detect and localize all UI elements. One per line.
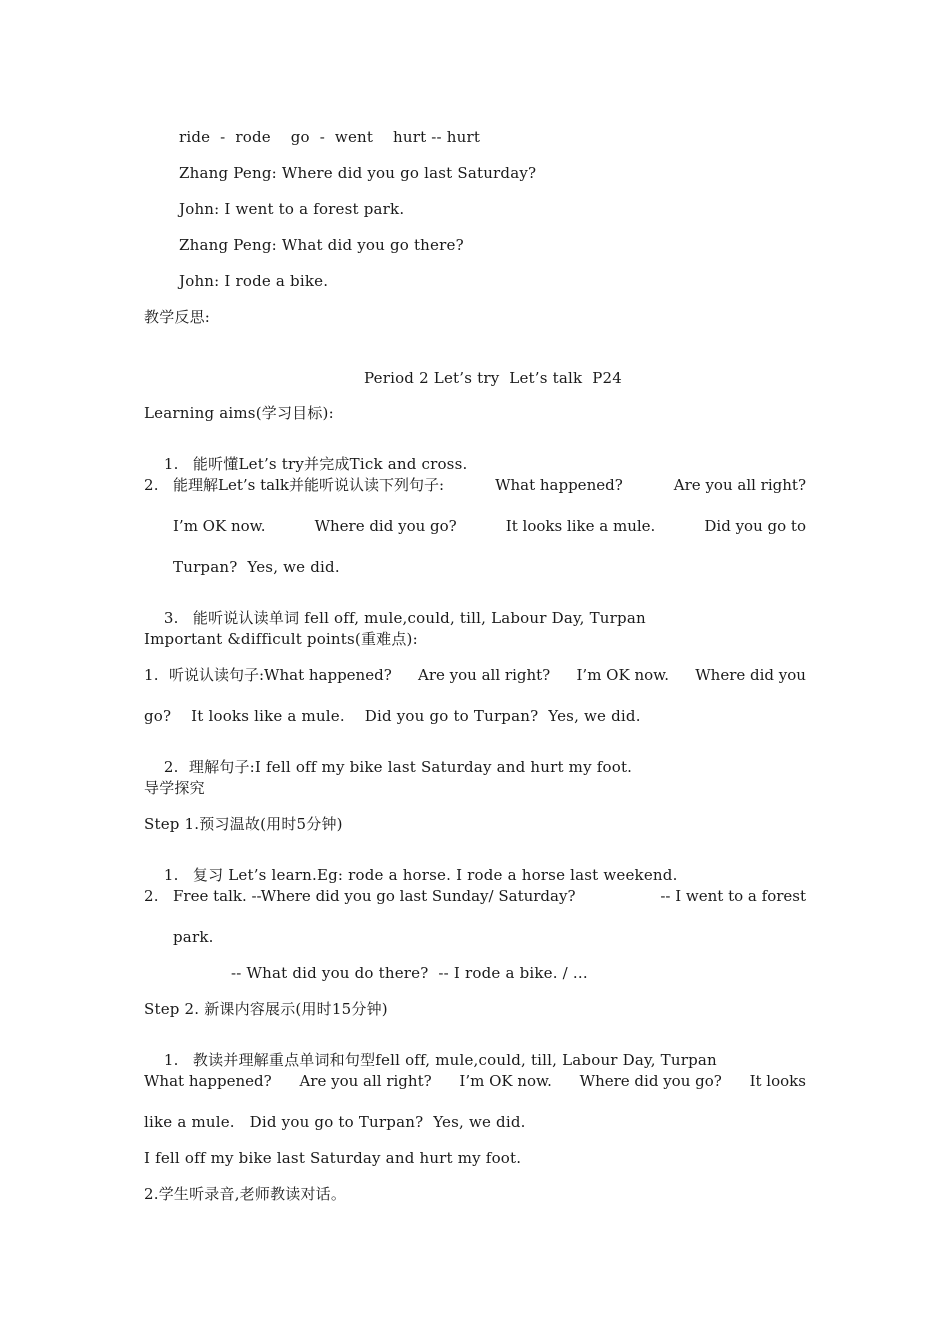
- step2-heading: Step 2. 新课内容展示(用时15分钟): [144, 1000, 388, 1018]
- key-sentence: Where did you go?: [579, 1072, 722, 1090]
- aim-text: 能听懂Let’s try并完成Tick and cross.: [192, 455, 468, 473]
- dialog-line-3: Zhang Peng: What did you go there?: [179, 236, 464, 254]
- step-text: 教读并理解重点单词和句型fell off, mule,could, till, Labour Day, Turpan: [192, 1051, 717, 1069]
- aim-item-2-line-2: [173, 519, 806, 534]
- point-item-1-line-2: go? It looks like a mule. Did you go to Turpan? Yes, we did.: [144, 707, 641, 725]
- aim-sentence: Are you all right?: [673, 476, 806, 494]
- aim-item-2-line-1: [173, 478, 806, 493]
- point-item-1-number: 1.: [144, 666, 159, 684]
- aim-sentence: Did you go to: [704, 517, 806, 535]
- step1-heading: Step 1.预习温故(用时5分钟): [144, 815, 343, 833]
- point-item-2: [144, 745, 632, 790]
- step2-item-2: 2.学生听录音,老师教读对话。: [144, 1185, 347, 1203]
- point-sentence: 听说认读句子:What happened?: [169, 666, 392, 684]
- key-sentence: I’m OK now.: [459, 1072, 552, 1090]
- aims-heading: Learning aims(学习目标):: [144, 404, 334, 422]
- step-text: Free talk. --Where did you go last Sunday/ Saturday?: [173, 887, 576, 905]
- key-sentence: It looks: [749, 1072, 806, 1090]
- points-heading: Important &difficult points(重难点):: [144, 630, 418, 648]
- point-sentence: I’m OK now.: [576, 666, 669, 684]
- period-title: Period 2 Let’s try Let’s talk P24: [364, 369, 622, 387]
- aim-sentence: It looks like a mule.: [505, 517, 656, 535]
- dialog-line-1: Zhang Peng: Where did you go last Saturday?: [179, 164, 537, 182]
- key-sentence: What happened?: [144, 1072, 272, 1090]
- guide-heading: 导学探究: [144, 779, 205, 797]
- step2-sentence-3: I fell off my bike last Saturday and hurt my foot.: [144, 1149, 522, 1167]
- aim-text: 能听说认读单词 fell off, mule,could, till, Labour Day, Turpan: [192, 609, 646, 627]
- aim-sentence: Where did you go?: [314, 517, 457, 535]
- step1-item-2-line-3: -- What did you do there? -- I rode a bike. / ...: [231, 964, 588, 982]
- step1-item-2-line-1: [173, 889, 806, 904]
- aim-text: 能理解Let’s talk并能听说认读下列句子:: [173, 476, 445, 494]
- aim-sentence: What happened?: [495, 476, 623, 494]
- step2-sentences-line-1: [144, 1074, 806, 1089]
- step-text: 复习 Let’s learn.Eg: rode a horse. I rode a horse last weekend.: [192, 866, 678, 884]
- verb-forms-line: ride - rode go - went hurt -- hurt: [179, 128, 481, 146]
- point-text: 理解句子:I fell off my bike last Saturday and hurt my foot.: [188, 758, 633, 776]
- aim-number: 1.: [163, 455, 179, 473]
- point-item-1-line-1: [169, 668, 806, 683]
- step-text: -- I went to a forest: [660, 887, 806, 905]
- aim-item-2-line-3: Turpan? Yes, we did.: [173, 558, 340, 576]
- step-number: 1.: [163, 1051, 179, 1069]
- step2-sentences-line-2: like a mule. Did you go to Turpan? Yes, we did.: [144, 1113, 526, 1131]
- point-sentence: Where did you: [695, 666, 806, 684]
- step1-item-2-line-2: park.: [173, 928, 214, 946]
- aim-item-2-number: 2.: [144, 476, 159, 494]
- dialog-line-4: John: I rode a bike.: [179, 272, 329, 290]
- step-number: 1.: [163, 866, 179, 884]
- key-sentence: Are you all right?: [299, 1072, 432, 1090]
- point-number: 2.: [163, 758, 179, 776]
- reflection-heading: 教学反思:: [144, 308, 211, 326]
- aim-sentence: I’m OK now.: [173, 517, 266, 535]
- point-sentence: Are you all right?: [418, 666, 551, 684]
- dialog-line-2: John: I went to a forest park.: [179, 200, 405, 218]
- aim-number: 3.: [163, 609, 179, 627]
- step1-item-2-number: 2.: [144, 887, 159, 905]
